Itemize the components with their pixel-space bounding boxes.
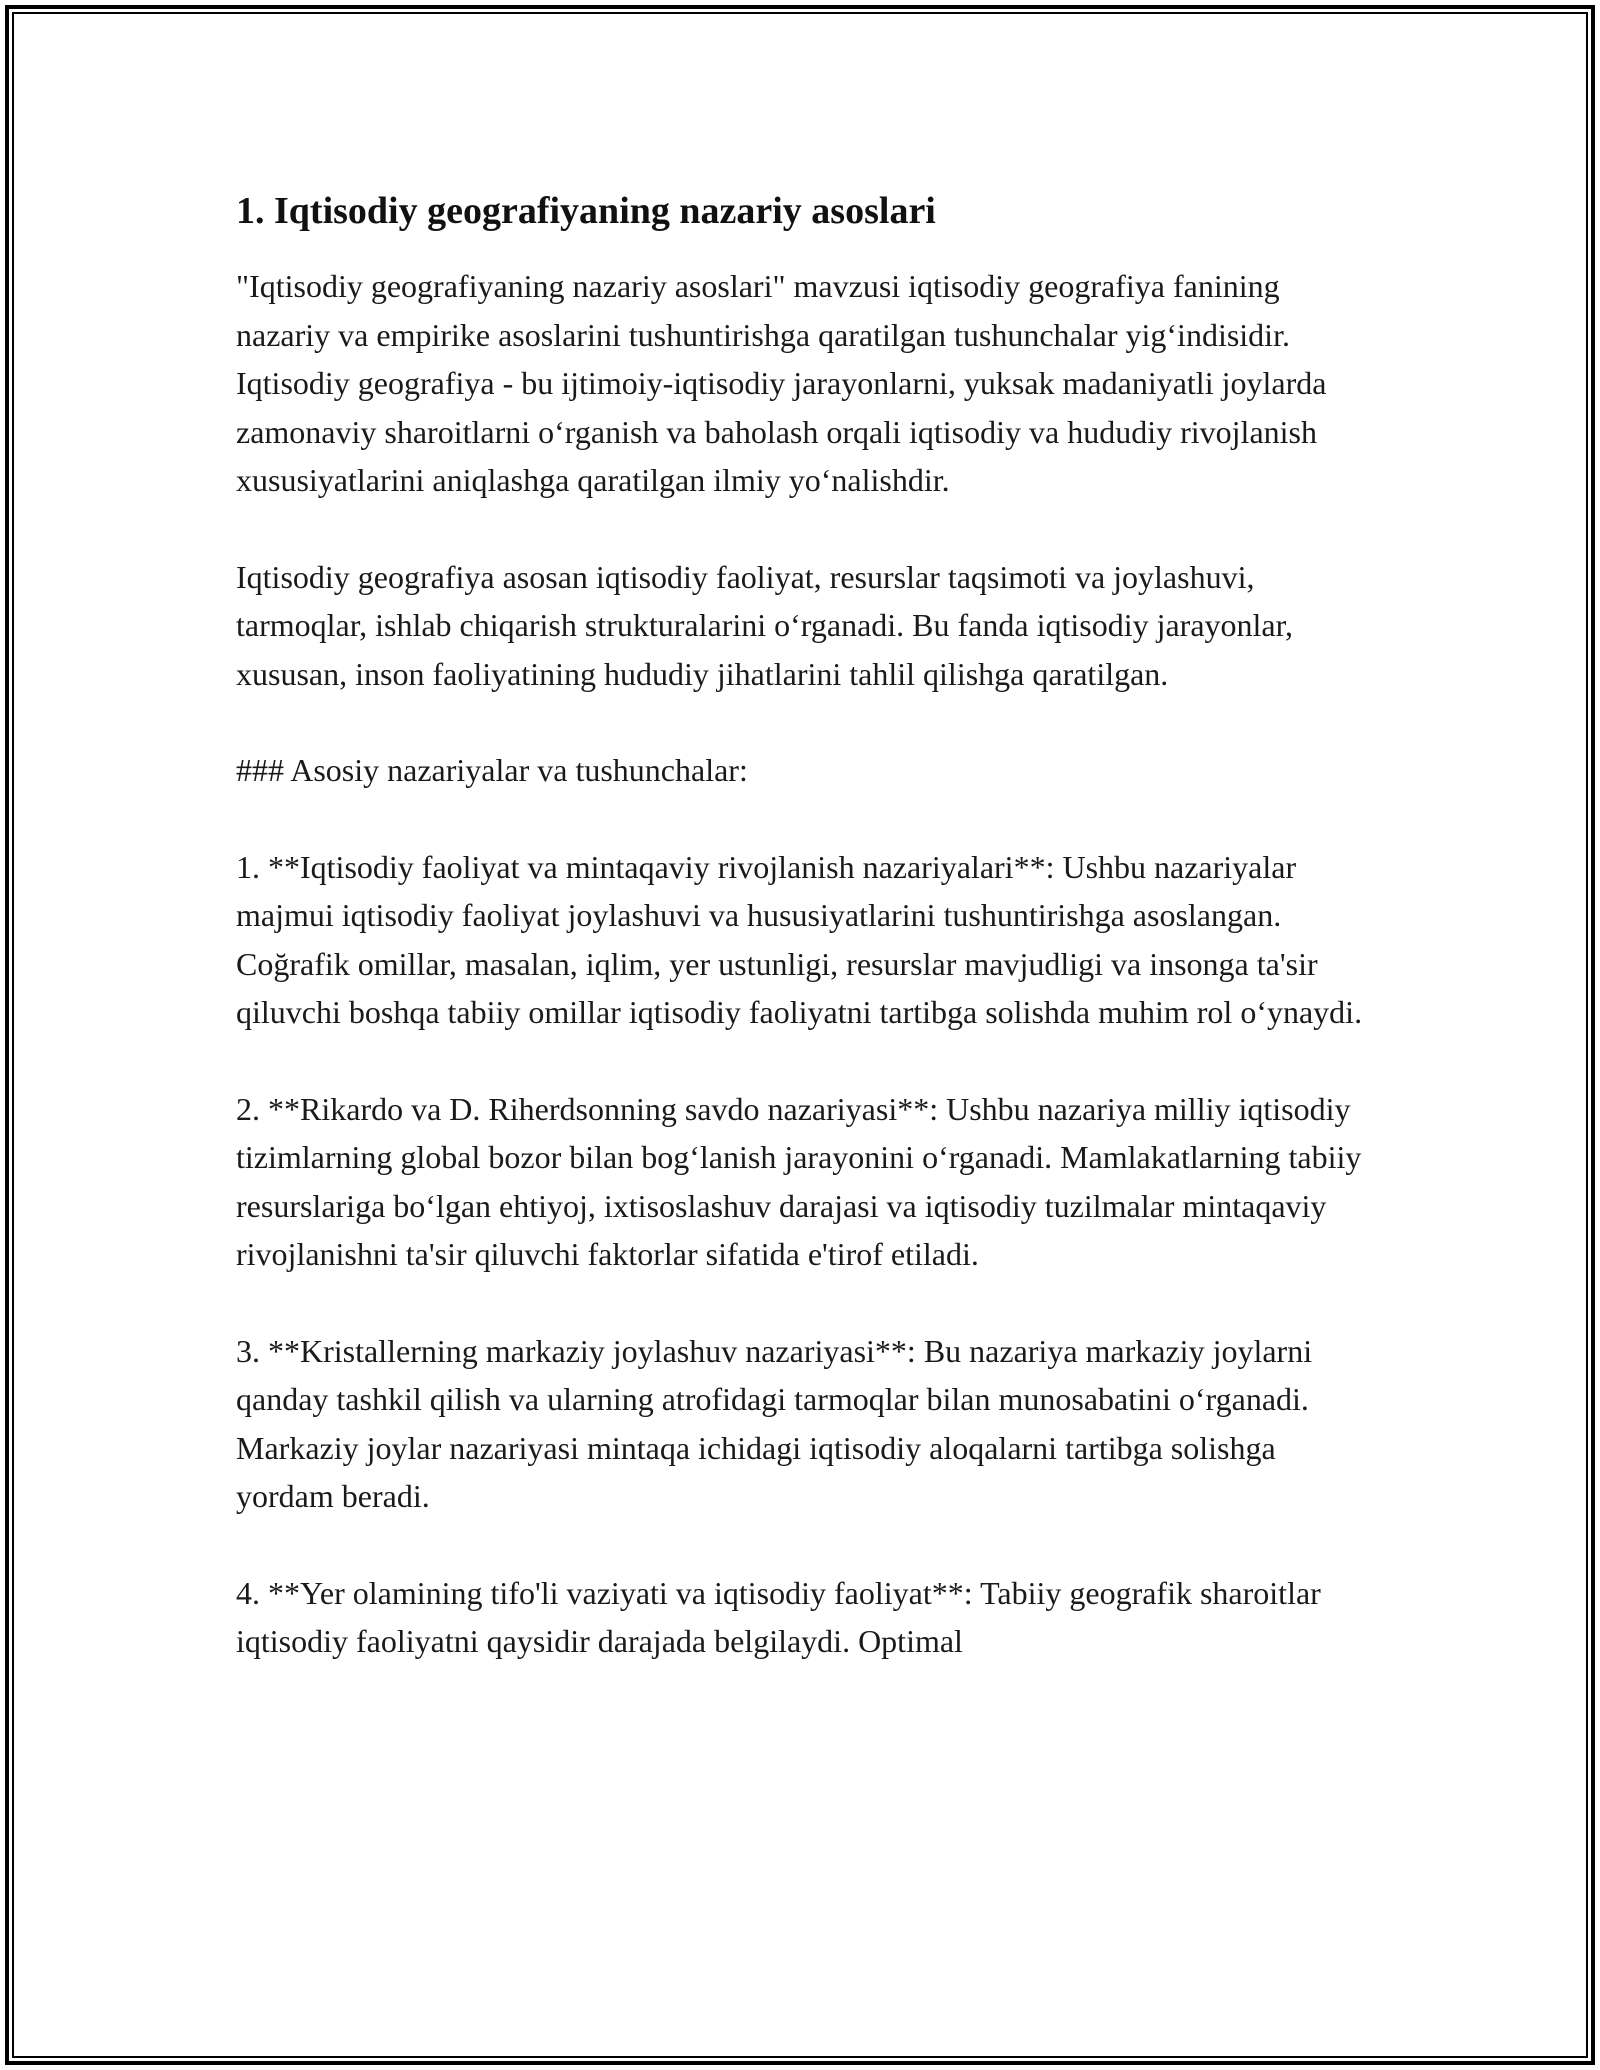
- scope-paragraph: Iqtisodiy geografiya asosan iqtisodiy faoliyat, resurslar taqsimoti va joylashuvi, tarmoqlar, ishlab chiqarish strukturalarini o‘rganadi. Bu fanda iqtisodiy jarayonlar, xususan, inson faoliyatining hududiy jihatlarini tahlil qilishga qaratilgan.: [236, 558, 1293, 692]
- list-item-3: 3. **Kristallerning markaziy joylashuv nazariyasi**: Bu nazariya markaziy joylarni qanday tashkil qilish va ularning atrofidagi tarmoqlar bilan munosabatini o‘rganadi. Markaziy joylar nazariyasi mintaqa ichidagi iqtisodiy aloqalarni tartibga solishga yordam beradi.: [236, 1332, 1313, 1514]
- list-item-1: 1. **Iqtisodiy faoliyat va mintaqaviy rivojlanish nazariyalari**: Ushbu nazariyalar majmui iqtisodiy faoliyat joylashuvi va hususiyatlarini tushuntirishga asoslangan. Coğrafik omillar, masalan, iqlim, yer ustunligi, resurslar mavjudligi va insonga ta'sir qiluvchi boshqa tabiiy omillar iqtisodiy faoliyatni tartibga solishda muhim rol o‘ynaydi.: [236, 848, 1363, 1030]
- list-item-4: 4. **Yer olamining tifo'li vaziyati va iqtisodiy faoliyat**: Tabiiy geografik sharoitlar iqtisodiy faoliyatni qaysidir darajada belgilaydi. Optimal: [236, 1574, 1321, 1659]
- intro-paragraph: "Iqtisodiy geografiyaning nazariy asoslari" mavzusi iqtisodiy geografiya fanining nazariy va empirike asoslarini tushuntirishga qaratilgan tushunchalar yig‘indisidir. Iqtisodiy geografiya - bu ijtimoiy-iqtisodiy jarayonlarni, yuksak madaniyatli joylarda zamonaviy sharoitlarni o‘rganish va baholash orqali iqtisodiy va hududiy rivojlanish xususiyatlarini aniqlashga qaratilgan ilmiy yo‘nalishdir.: [236, 268, 1327, 498]
- document-body: [236, 186, 1366, 1714]
- document-title: 1. Iqtisodiy geografiyaning nazariy asoslari: [236, 190, 936, 232]
- list-item-2: 2. **Rikardo va D. Riherdsonning savdo nazariyasi**: Ushbu nazariya milliy iqtisodiy tizimlarning global bozor bilan bog‘lanish jarayonini o‘rganadi. Mamlakatlarning tabiiy resurslariga bo‘lgan ehtiyoj, ixtisoslashuv darajasi va iqtisodiy tuzilmalar mintaqaviy rivojlanishni ta'sir qiluvchi faktorlar sifatida e'tirof etiladi.: [236, 1090, 1362, 1272]
- section-heading: ### Asosiy nazariyalar va tushunchalar:: [236, 752, 748, 788]
